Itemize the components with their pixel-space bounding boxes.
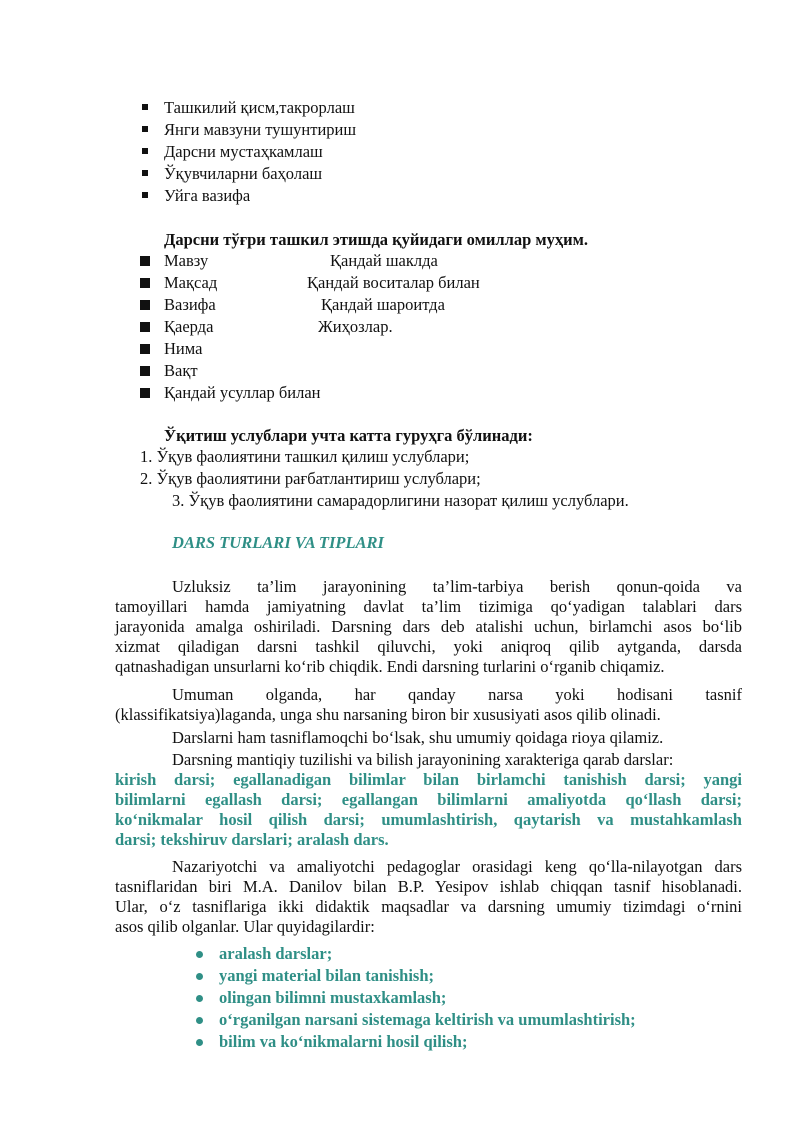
list-item: Нима xyxy=(164,339,203,358)
list-item: Янги мавзуни тушунтириш xyxy=(164,120,357,139)
text-line: kirish darsi; egallanadigan bilimlar bilan birlamchi tanishish darsi; yangi xyxy=(115,770,742,789)
list-item: 2. Ўқув фаолиятини рағбатлантириш услублари; xyxy=(140,469,481,488)
text-line: Nazariyotchi va amaliyotchi pedagoglar orasidagi keng qo‘lla-nilayotgan dars xyxy=(172,857,742,876)
list-item: Мавзу xyxy=(164,251,209,270)
text-line: Darsning mantiqiy tuzilishi va bilish jarayonining xarakteriga qarab darslar: xyxy=(172,750,674,769)
list-item: Қандай шаклда xyxy=(330,251,438,270)
text-line: qatnashadigan unsurlarni ko‘rib chiqdik. Endi darsning turlarini o‘rganib chiqamiz. xyxy=(115,657,665,676)
square-bullet-icon xyxy=(140,388,150,398)
text-line: darsi; tekshiruv darslari; aralash dars. xyxy=(115,830,389,849)
list-item: Уйга вазифа xyxy=(164,186,251,205)
text-line: (klassifikatsiya)laganda, unga shu narsaning biron bir xususiyati asos qilib olinadi. xyxy=(115,705,661,724)
text-line: tasniflaridan biri M.A. Danilov bilan B.P. Yesipov ishlab chiqqan tasnif hisoblanadi. xyxy=(115,877,742,896)
paragraph xyxy=(115,857,742,937)
dot-bullet-icon xyxy=(196,973,203,980)
list-item: 1. Ўқув фаолиятини ташкил қилиш услублари; xyxy=(140,447,470,466)
text-line: jarayonida amalga oshiriladi. Darsning dars deb atalishi uchun, birlamchi asos bo‘lib xyxy=(115,617,742,636)
section-title: DARS TURLARI VA TIPLARI xyxy=(172,533,384,552)
list-item: Қандай усуллар билан xyxy=(164,383,321,402)
text-line: Uzluksiz ta’lim jarayonining ta’lim-tarbiya berish qonun-qoida va xyxy=(172,577,742,596)
text-line: Ular, o‘z tasniflariga ikki didaktik maqsadlar va darsning umumiy tizimdagi o‘rnini xyxy=(115,897,742,916)
list-item: yangi material bilan tanishish; xyxy=(219,966,434,985)
factors-heading: Дарсни тўғри ташкил этишда қуйидаги омиллар муҳим. xyxy=(164,230,589,249)
paragraph xyxy=(115,728,742,748)
list-item: Мақсад xyxy=(164,273,218,292)
list-item: Жиҳозлар. xyxy=(318,317,393,336)
paragraph xyxy=(115,685,742,725)
text-line: asos qilib olganlar. Ular quyidagilardir: xyxy=(115,917,375,936)
list-item: Қаерда xyxy=(164,317,214,336)
square-bullet-icon xyxy=(142,170,148,176)
list-item: o‘rganilgan narsani sistemaga keltirish va umumlashtirish; xyxy=(219,1010,636,1029)
square-bullet-icon xyxy=(140,256,150,266)
square-bullet-icon xyxy=(140,300,150,310)
square-bullet-icon xyxy=(142,126,148,132)
list-item: bilim va ko‘nikmalarni hosil qilish; xyxy=(219,1032,468,1051)
methods-heading: Ўқитиш услублари учта катта гуруҳга бўлинади: xyxy=(164,426,533,445)
list-item: Ўқувчиларни баҳолаш xyxy=(164,164,323,183)
dot-bullet-icon xyxy=(196,1039,203,1046)
text-line: Umuman olganda, har qanday narsa yoki hodisani tasnif xyxy=(172,685,742,704)
text-line: tamoyillari hamda jamiyatning davlat ta’lim tizimiga qo‘yadigan talablari dars xyxy=(115,597,742,616)
square-bullet-icon xyxy=(140,322,150,332)
list-item: Вазифа xyxy=(164,295,216,314)
square-bullet-icon xyxy=(140,278,150,288)
list-item: Вақт xyxy=(164,361,198,380)
list-item: aralash darslar; xyxy=(219,944,333,963)
dot-bullet-icon xyxy=(196,995,203,1002)
text-line: bilimlarni egallash darsi; egallangan bilimlarni amaliyotda qo‘llash darsi; xyxy=(115,790,742,809)
list-item: Дарсни мустаҳкамлаш xyxy=(164,142,323,161)
text-line: xizmat qiladigan darsni tashkil qiluvchi, yoki aniqroq qilib aytganda, darsda xyxy=(115,637,742,656)
square-bullet-icon xyxy=(140,366,150,376)
text-line: ko‘nikmalar hosil qilish darsi; umumlashtirish, qaytarish va mustahkamlash xyxy=(115,810,742,829)
square-bullet-icon xyxy=(140,344,150,354)
square-bullet-icon xyxy=(142,148,148,154)
text-line: Darslarni ham tasniflamoqchi bo‘lsak, shu umumiy qoidaga rioya qilamiz. xyxy=(172,728,664,747)
list-item: olingan bilimni mustaxkamlash; xyxy=(219,988,447,1007)
list-item: Қандай воситалар билан xyxy=(307,273,480,292)
paragraph xyxy=(115,750,742,850)
square-bullet-icon xyxy=(142,192,148,198)
list-item: Ташкилий қисм,такрорлаш xyxy=(164,98,355,117)
dot-bullet-icon xyxy=(196,951,203,958)
list-item: 3. Ўқув фаолиятини самарадорлигини назорат қилиш услублари. xyxy=(172,491,629,510)
paragraph xyxy=(115,577,742,677)
square-bullet-icon xyxy=(142,104,148,110)
dot-bullet-icon xyxy=(196,1017,203,1024)
list-item: Қандай шароитда xyxy=(321,295,445,314)
